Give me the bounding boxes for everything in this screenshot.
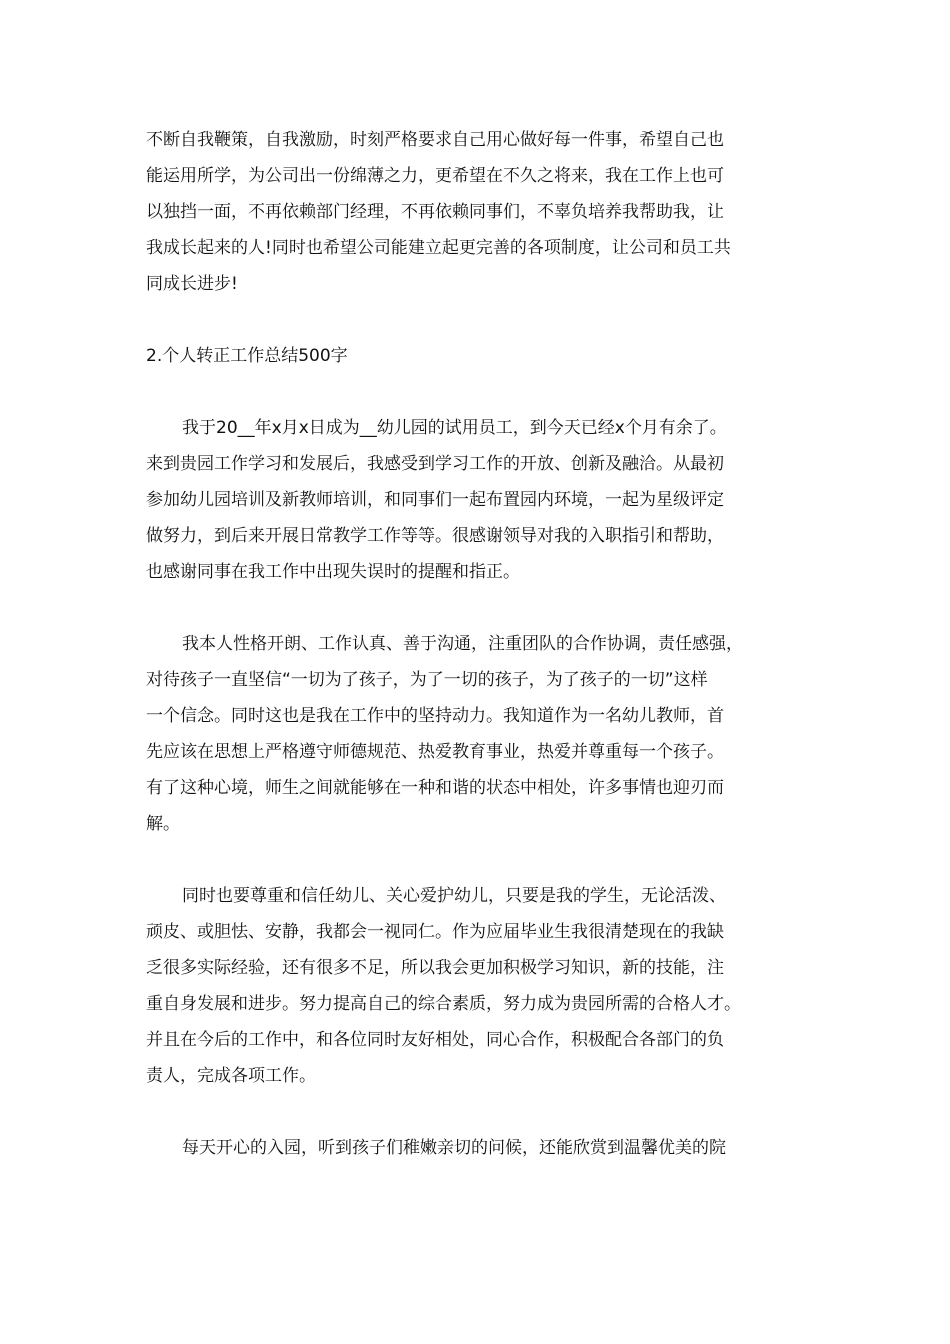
paragraph-2 (146, 410, 826, 590)
paragraph-gap (146, 374, 826, 410)
paragraph-3 (146, 626, 826, 842)
paragraph-1 (146, 122, 826, 302)
paragraph-gap (146, 1094, 826, 1130)
text-line: 做努力，到后来开展日常教学工作等等。很感谢领导对我的入职指引和帮助， (146, 526, 724, 546)
text-line: 我本人性格开朗、工作认真、善于沟通，注重团队的合作协调，责任感强， (182, 634, 743, 654)
text-line: 每天开心的入园，听到孩子们稚嫩亲切的问候，还能欣赏到温馨优美的院 (182, 1138, 726, 1158)
text-line: 以独挡一面，不再依赖部门经理，不再依赖同事们，不辜负培养我帮助我，让 (146, 202, 724, 222)
text-line: 重自身发展和进步。努力提高自己的综合素质，努力成为贵园所需的合格人才。 (146, 994, 741, 1014)
text-line: 同成长进步! (146, 274, 238, 294)
text-line: 乏很多实际经验，还有很多不足，所以我会更加积极学习知识，新的技能，注 (146, 958, 724, 978)
text-line: 来到贵园工作学习和发展后，我感受到学习工作的开放、创新及融洽。从最初 (146, 454, 724, 474)
paragraph-5 (146, 1130, 826, 1166)
text-line: 同时也要尊重和信任幼儿、关心爱护幼儿，只要是我的学生，无论活泼、 (182, 886, 726, 906)
text-line: 一个信念。同时这也是我在工作中的坚持动力。我知道作为一名幼儿教师，首 (146, 706, 724, 726)
document-body (146, 122, 826, 1166)
text-line: 有了这种心境，师生之间就能够在一种和谐的状态中相处，许多事情也迎刃而 (146, 778, 724, 798)
paragraph-gap (146, 842, 826, 878)
text-line: 我成长起来的人!同时也希望公司能建立起更完善的各项制度，让公司和员工共 (146, 238, 731, 258)
text-line: 也感谢同事在我工作中出现失误时的提醒和指正。 (146, 562, 520, 582)
text-line: 不断自我鞭策，自我激励，时刻严格要求自己用心做好每一件事，希望自己也 (146, 130, 724, 150)
text-line: 能运用所学，为公司出一份绵薄之力，更希望在不久之将来，我在工作上也可 (146, 166, 724, 186)
section-heading: 2.个人转正工作总结500字 (146, 346, 348, 366)
text-line: 解。 (146, 814, 180, 834)
text-line: 顽皮、或胆怯、安静，我都会一视同仁。作为应届毕业生我很清楚现在的我缺 (146, 922, 724, 942)
text-line: 先应该在思想上严格遵守师德规范、热爱教育事业，热爱并尊重每一个孩子。 (146, 742, 724, 762)
paragraph-gap (146, 302, 826, 338)
paragraph-4 (146, 878, 826, 1094)
text-line: 参加幼儿园培训及新教师培训，和同事们一起布置园内环境，一起为星级评定 (146, 490, 724, 510)
text-line: 责人，完成各项工作。 (146, 1066, 316, 1086)
text-line: 我于20__年x月x日成为__幼儿园的试用员工，到今天已经x个月有余了。 (182, 418, 727, 438)
paragraph-gap (146, 590, 826, 626)
text-line: 并且在今后的工作中，和各位同时友好相处，同心合作，积极配合各部门的负 (146, 1030, 724, 1050)
text-line: 对待孩子一直坚信“一切为了孩子，为了一切的孩子，为了孩子的一切”这样 (146, 670, 708, 690)
